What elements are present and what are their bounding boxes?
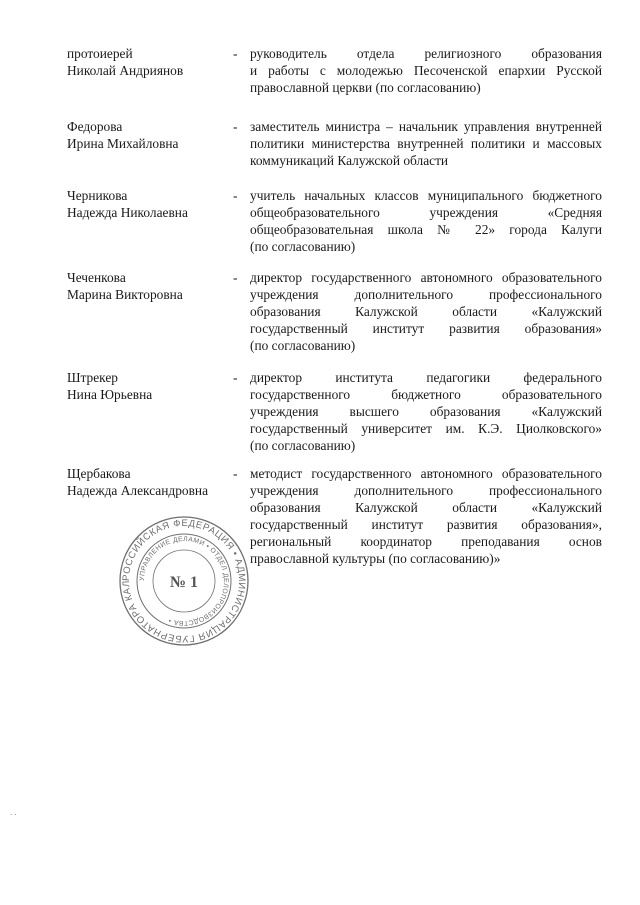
position-line: директор института педагогики федерального: [250, 370, 602, 385]
member-position: [250, 269, 602, 354]
name-line: Чеченкова: [67, 270, 126, 285]
position-line: заместитель министра – начальник управления внутренней: [250, 119, 602, 134]
position-line: руководитель отдела религиозного образования: [250, 46, 602, 61]
name-line: Ирина Михайловна: [67, 136, 179, 151]
member-name: [67, 269, 227, 303]
separator-dash: -: [233, 188, 238, 203]
position-line: православной культуры (по согласованию)»: [250, 551, 501, 566]
seal-graphic: [118, 515, 250, 647]
name-line: Щербакова: [67, 466, 131, 481]
name-line: Штрекер: [67, 370, 118, 385]
member-position: [250, 187, 602, 255]
member-position: [250, 45, 602, 96]
name-line: Марина Викторовна: [67, 287, 183, 302]
position-line: образования Калужской области «Калужский: [250, 500, 602, 515]
position-line: политики министерства внутренней политики и массовых: [250, 136, 602, 151]
name-line: Нина Юрьевна: [67, 387, 153, 402]
separator-dash: -: [233, 119, 238, 134]
member-name: [67, 369, 227, 403]
position-line: учреждения дополнительного профессионального: [250, 483, 602, 498]
position-line: методист государственного автономного образовательного: [250, 466, 602, 481]
separator-dash: -: [233, 370, 238, 385]
position-line: учреждения дополнительного профессионального: [250, 287, 602, 302]
seal-inner-text: УПРАВЛЕНИЕ ДЕЛАМИ • ОТДЕЛ ДЕЛОПРОИЗВОДСТВА •: [138, 535, 230, 627]
position-line: (по согласованию): [250, 438, 356, 453]
official-seal: [118, 515, 250, 647]
member-name: [67, 465, 227, 499]
position-line: директор государственного автономного образовательного: [250, 270, 602, 285]
margin-mark: . .: [10, 808, 17, 817]
position-line: государственный институт развития образования»: [250, 321, 602, 336]
position-line: государственный институт развития образования»,: [250, 517, 602, 532]
name-line: Черникова: [67, 188, 128, 203]
position-line: региональный координатор преподавания основ: [250, 534, 602, 549]
member-name: [67, 187, 227, 221]
name-line: Федорова: [67, 119, 123, 134]
position-line: православной церкви (по согласованию): [250, 80, 481, 95]
position-line: государственный университет им. К.Э. Циолковского»: [250, 421, 602, 436]
separator-dash: -: [233, 466, 238, 481]
seal-outer-text: РОССИЙСКАЯ ФЕДЕРАЦИЯ • АДМИНИСТРАЦИЯ ГУБЕРНАТОРА КАЛ: [120, 517, 248, 645]
member-position: [250, 118, 602, 169]
position-line: общеобразовательная школа № 22» города Калуги: [250, 222, 602, 237]
member-position: [250, 465, 602, 567]
name-line: Надежда Николаевна: [67, 205, 188, 220]
position-line: (по согласованию): [250, 239, 356, 254]
position-line: общеобразовательного учреждения «Средняя: [250, 205, 602, 220]
name-line: Николай Андриянов: [67, 63, 184, 78]
member-name: [67, 45, 227, 79]
position-line: коммуникаций Калужской области: [250, 153, 449, 168]
position-line: учитель начальных классов муниципального бюджетного: [250, 188, 602, 203]
position-line: государственного бюджетного образовательного: [250, 387, 602, 402]
position-line: (по согласованию): [250, 338, 356, 353]
name-line: Надежда Александровна: [67, 483, 209, 498]
separator-dash: -: [233, 46, 238, 61]
separator-dash: -: [233, 270, 238, 285]
member-name: [67, 118, 227, 152]
position-line: образования Калужской области «Калужский: [250, 304, 602, 319]
position-line: учреждения высшего образования «Калужский: [250, 404, 602, 419]
position-line: и работы с молодежью Песоченской епархии Русской: [250, 63, 602, 78]
seal-number: № 1: [169, 574, 199, 591]
name-line: протоиерей: [67, 46, 133, 61]
member-position: [250, 369, 602, 454]
